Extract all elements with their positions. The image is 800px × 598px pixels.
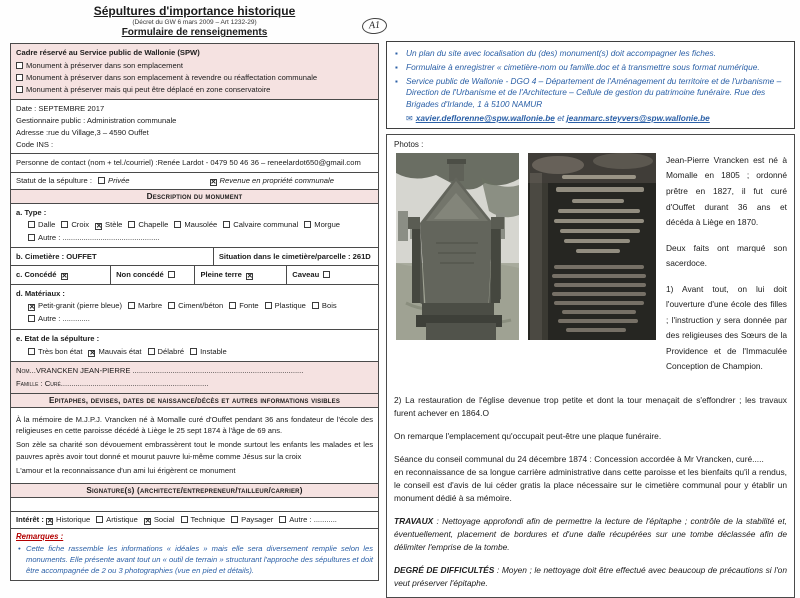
spw-options xyxy=(16,61,373,94)
checkbox-option[interactable] xyxy=(128,220,168,229)
checkbox-option[interactable] xyxy=(28,301,122,310)
checkbox-label: Instable xyxy=(200,346,227,356)
instruction-item: ▪ Formulaire à enregistrer « cimetière-nom ou famille.doc et à transmettre sous format numérique. xyxy=(395,62,786,74)
biography-text xyxy=(666,153,787,385)
checkbox-label: Calvaire communal xyxy=(233,219,299,229)
checkbox-label: Délabré xyxy=(157,346,185,356)
non-concede-label: Non concédé xyxy=(116,270,164,280)
state-label: e. Etat de la sépulture : xyxy=(16,334,100,343)
checkbox-unchecked-icon[interactable] xyxy=(312,302,319,309)
type-row xyxy=(10,203,379,249)
checkbox-option[interactable] xyxy=(16,85,373,94)
checkbox-unchecked-icon[interactable] xyxy=(61,221,68,228)
handwritten-page-mark: A1 xyxy=(361,17,387,35)
checkbox-label: Monument à préserver dans son emplacement à revendre ou réaffectation communale xyxy=(26,73,318,83)
cemetery-row xyxy=(10,247,379,266)
travaux-text: : Nettoyage approfondi afin de permettre la lecture de l'épitaphe ; contrôle de la stabilité et, éventuellement, placement de bordures et d'une dalle récupérées sur une tombe déclassée afin de délimiter l'emprise de la tombe. xyxy=(394,516,787,553)
checkbox-label: Morgue xyxy=(314,219,341,229)
checkbox-label: Mauvais état xyxy=(98,346,142,356)
name-box xyxy=(10,361,379,393)
instructions-list xyxy=(395,48,786,111)
decree-reference: (Décret du GW 6 mars 2009 – Art 1232-29) xyxy=(132,19,257,26)
travaux-paragraph xyxy=(394,515,787,554)
photos-label: Photos : xyxy=(394,139,424,149)
checkbox-label: Plastique xyxy=(274,301,306,311)
document-title: Sépultures d'importance historique xyxy=(93,4,296,18)
checkbox-unchecked-icon[interactable] xyxy=(128,302,135,309)
document-subtitle: Formulaire de renseignements xyxy=(121,27,268,39)
interest-label: Intérêt : xyxy=(16,514,44,524)
pleine-terre-cell[interactable] xyxy=(194,266,286,284)
checkbox-unchecked-icon[interactable] xyxy=(148,348,155,355)
statut-options xyxy=(98,176,340,186)
checkbox-option[interactable] xyxy=(46,515,90,524)
concede-label: c. Concédé xyxy=(16,270,57,280)
section-header-description: Description du monument xyxy=(10,189,379,204)
checkbox-label: Artistique xyxy=(106,514,138,524)
envelope-icon: ✉ xyxy=(406,113,413,123)
checkbox-option[interactable] xyxy=(148,347,185,356)
checkbox-option[interactable] xyxy=(231,515,273,524)
type-options xyxy=(16,219,373,245)
checkbox-label: Marbre xyxy=(138,301,163,311)
email-line xyxy=(395,113,786,123)
checkbox-option[interactable] xyxy=(96,515,138,524)
history-notes xyxy=(394,394,787,590)
checkbox-option[interactable] xyxy=(144,515,175,524)
checkbox-label: Autre : ........... xyxy=(289,514,337,524)
checkbox-unchecked-icon[interactable] xyxy=(16,74,23,81)
checkbox-unchecked-icon[interactable] xyxy=(181,516,188,523)
checkbox-option[interactable] xyxy=(190,347,227,356)
checkbox-option[interactable] xyxy=(312,301,337,310)
checkbox-option[interactable] xyxy=(28,314,90,323)
checkbox-checked-icon[interactable] xyxy=(88,350,95,357)
email-link-deflorenne[interactable]: xavier.deflorenne@spw.wallonie.be xyxy=(415,112,555,123)
email-link-steyvers[interactable]: jeanmarc.steyvers@spw.wallonie.be xyxy=(566,112,710,123)
checkbox-label: Monument à préserver mais qui peut être déplacé en zone conservatoire xyxy=(26,85,271,95)
checkbox-label: Petit-granit (pierre bleue) xyxy=(38,301,122,311)
epitaph-box xyxy=(10,407,379,484)
photo-epitaph-closeup xyxy=(528,153,656,340)
checkbox-unchecked-icon[interactable] xyxy=(28,234,35,241)
checkbox-option[interactable] xyxy=(265,301,306,310)
remarks-title: Remarques : xyxy=(16,531,64,541)
checkbox-option[interactable] xyxy=(210,176,334,186)
photos-row xyxy=(394,153,787,385)
checkbox-checked-icon[interactable] xyxy=(95,223,102,230)
state-row xyxy=(10,329,379,362)
adresse-field[interactable]: Adresse :rue du Village,3 – 4590 Ouffet xyxy=(16,127,149,137)
bio-paragraph: Deux faits ont marqué son sacerdoce. xyxy=(666,242,787,269)
spw-box-title: Cadre réservé au Service public de Wallonie (SPW) xyxy=(16,47,200,57)
checkbox-label: Autre : .............................................. xyxy=(38,232,160,242)
checkbox-option[interactable] xyxy=(128,301,162,310)
instruction-item: ▪ Un plan du site avec localisation du (des) monument(s) doit accompagner les fiches. xyxy=(395,48,786,60)
checkbox-label: Bois xyxy=(321,301,337,311)
non-concede-cell[interactable] xyxy=(110,266,194,284)
checkbox-label: Social xyxy=(153,514,175,524)
bio-paragraph: Jean-Pierre Vrancken est né à Momalle en 1805 ; ordonné prêtre en 1827, il fut curé d'Ouffet durant 36 ans et décéda à Liège en 1870. xyxy=(666,154,787,228)
checkbox-checked-icon[interactable] xyxy=(61,273,68,280)
degre-label: DEGRÉ DE DIFFICULTÉS xyxy=(394,565,495,576)
checkbox-unchecked-icon[interactable] xyxy=(174,221,181,228)
famille-field[interactable]: Famille : Curé...................................................................... xyxy=(16,378,209,388)
degre-paragraph xyxy=(394,564,787,590)
checkbox-option[interactable] xyxy=(168,301,223,310)
checkbox-option[interactable] xyxy=(16,73,373,82)
photos-and-history-box xyxy=(386,134,795,598)
checkbox-option[interactable] xyxy=(28,220,55,229)
statut-box xyxy=(10,172,379,190)
checkbox-label: Fonte xyxy=(239,301,259,311)
checkbox-unchecked-icon[interactable] xyxy=(28,348,35,355)
checkbox-unchecked-icon[interactable] xyxy=(98,177,105,184)
checkbox-unchecked-icon[interactable] xyxy=(323,271,330,278)
checkbox-label: Chapelle xyxy=(138,219,169,229)
checkbox-option[interactable] xyxy=(174,220,217,229)
info-column xyxy=(386,41,795,598)
checkbox-checked-icon[interactable] xyxy=(46,518,53,525)
checkbox-label: Très bon état xyxy=(38,346,83,356)
materials-options xyxy=(16,300,373,326)
caveau-cell[interactable] xyxy=(286,266,378,284)
cemetery-field[interactable]: b. Cimetière : OUFFET xyxy=(16,252,97,262)
checkbox-unchecked-icon[interactable] xyxy=(168,271,175,278)
checkbox-option[interactable] xyxy=(98,176,130,185)
code-ins-field[interactable]: Code INS : xyxy=(16,139,54,149)
travaux-label: TRAVAUX xyxy=(394,516,434,527)
checkbox-option[interactable] xyxy=(279,515,337,524)
photo-stele-front xyxy=(396,153,519,340)
checkbox-option[interactable] xyxy=(88,347,141,356)
instruction-item: ▪ Service public de Wallonie - DGO 4 – Département de l'Aménagement du territoire et de l'urbanisme – Direction de l'Urbanisme et de l'Architecture – Cellule de gestion du patrimoine funéraire. Rue des Brigades d'Irlande, 1 à 5100 NAMUR xyxy=(395,76,786,111)
checkbox-option[interactable] xyxy=(223,220,298,229)
checkbox-label: Autre : ............. xyxy=(38,314,90,324)
pleine-terre-label: Pleine terre xyxy=(200,270,242,280)
bio-paragraph: 1) Avant tout, on lui doit l'ouverture d'une école des filles ; l'instruction y sera donnée par des religieuses des Sœurs de la Providence et de l'Immaculée Conception de Champion. xyxy=(666,283,787,372)
checkbox-option[interactable] xyxy=(304,220,340,229)
epitaph-paragraph: Son zèle sa charité son dévouement embrassèrent tout le monde surtout les enfants les malades et les pauvres après avoir tout donné et mourut pauvre lui-même comme Jésus sur la croix xyxy=(16,440,373,461)
document-header xyxy=(10,4,379,40)
checkbox-option[interactable] xyxy=(61,220,89,229)
signature-empty-box[interactable] xyxy=(10,497,379,512)
checkbox-label: Paysager xyxy=(241,514,274,524)
checkbox-option[interactable] xyxy=(16,61,373,70)
type-label: a. Type : xyxy=(16,207,47,217)
nom-field[interactable]: Nom...VRANCKEN JEAN-PIERRE ................................................................................. xyxy=(16,366,304,376)
contact-box xyxy=(10,153,379,172)
history-paragraph: On remarque l'emplacement qu'occupait peut-être une plaque funéraire. xyxy=(394,431,662,442)
section-header-signature: Signature(s) (architecte/entrepreneur/tailleur/carrier) xyxy=(10,483,379,498)
spw-reserved-box xyxy=(10,43,379,101)
checkbox-label: Historique xyxy=(55,514,91,524)
checkbox-label: Dalle xyxy=(38,219,56,229)
checkbox-label: Revenue en propriété communale xyxy=(219,175,334,185)
checkbox-unchecked-icon[interactable] xyxy=(28,221,35,228)
checkbox-unchecked-icon[interactable] xyxy=(223,221,230,228)
caveau-label: Caveau xyxy=(292,270,320,280)
history-paragraph: en reconnaissance de sa longue carrière administrative dans cette paroisse et les bienfaits qu'il a rendus, le conseil est d'avis de lui céder gratis la place nécessaire sur le cimetière communal pour y établir un monument dédié à sa mémoire. xyxy=(394,467,787,504)
concession-row xyxy=(10,265,379,285)
epitaph-paragraph: À la mémoire de M.J.P.J. Vrancken né à Momalle curé d'Ouffet pendant 36 ans fondateur de l'école des religieuses en cette paroisse décédé à Liège le 25 sept 1874 à l'âge de 69 ans. xyxy=(16,414,373,436)
materials-row xyxy=(10,284,379,330)
checkbox-unchecked-icon[interactable] xyxy=(265,302,272,309)
checkbox-unchecked-icon[interactable] xyxy=(28,315,35,322)
checkbox-option[interactable] xyxy=(229,301,258,310)
checkbox-unchecked-icon[interactable] xyxy=(190,348,197,355)
checkbox-option[interactable] xyxy=(28,233,160,242)
email-separator: et xyxy=(554,112,567,123)
checkbox-unchecked-icon[interactable] xyxy=(96,516,103,523)
checkbox-label: Technique xyxy=(190,514,226,524)
parcel-field[interactable]: Situation dans le cimetière/parcelle : 261D xyxy=(213,248,378,265)
state-options xyxy=(16,345,373,359)
checkbox-label: Mausolée xyxy=(184,219,218,229)
checkbox-unchecked-icon[interactable] xyxy=(16,86,23,93)
interest-options xyxy=(46,515,343,524)
materials-label: d. Matériaux : xyxy=(16,289,65,299)
remarks-box xyxy=(10,528,379,581)
interest-row xyxy=(10,511,379,529)
checkbox-label: Privée xyxy=(108,176,130,186)
statut-label: Statut de la sépulture : xyxy=(16,176,92,186)
date-field[interactable]: Date : SEPTEMBRE 2017 xyxy=(16,104,105,114)
checkbox-unchecked-icon[interactable] xyxy=(231,516,238,523)
history-paragraph: 2) La restauration de l'église devenue trop petite et dont la tour menaçait de s'effondrer ; les travaux furent achever en 1864.O xyxy=(394,395,787,419)
checkbox-checked-icon[interactable] xyxy=(144,518,151,525)
epitaph-paragraph: L'amour et la reconnaissance d'un ami lui érigèrent ce monument xyxy=(16,466,236,476)
gestionnaire-field[interactable]: Gestionnaire public : Administration communale xyxy=(16,116,177,126)
checkbox-option[interactable] xyxy=(95,220,122,229)
checkbox-label: Stèle xyxy=(105,219,123,229)
checkbox-label: Monument à préserver dans son emplacement xyxy=(26,61,184,71)
checkbox-checked-icon[interactable] xyxy=(28,304,35,311)
contact-field[interactable]: Personne de contact (nom + tel./courriel) :Renée Lardot - 0479 50 46 36 – reneelardot650@gmail.com xyxy=(16,158,361,168)
identity-box xyxy=(10,99,379,154)
checkbox-option[interactable] xyxy=(28,347,82,356)
checkbox-checked-icon[interactable] xyxy=(210,179,217,186)
checkbox-unchecked-icon[interactable] xyxy=(16,62,23,69)
instructions-box xyxy=(386,41,795,129)
checkbox-unchecked-icon[interactable] xyxy=(128,221,135,228)
checkbox-unchecked-icon[interactable] xyxy=(168,302,175,309)
form-column xyxy=(10,4,379,581)
checkbox-checked-icon[interactable] xyxy=(246,273,253,280)
checkbox-label: Ciment/béton xyxy=(178,301,224,311)
concede-cell[interactable] xyxy=(11,266,110,284)
degre-text: : Moyen ; le nettoyage doit être effectué avec beaucoup de précautions si l'on veut préserver l'épitaphe. xyxy=(394,565,787,589)
history-paragraph: Séance du conseil communal du 24 décembre 1874 : Concession accordée à Mr Vrancken, curé..... xyxy=(394,454,764,465)
checkbox-unchecked-icon[interactable] xyxy=(229,302,236,309)
checkbox-label: Croix xyxy=(71,219,90,229)
section-header-epitaph: Epitaphes, devises, dates de naissance/décès et autres informations visibles xyxy=(10,393,379,408)
checkbox-unchecked-icon[interactable] xyxy=(279,516,286,523)
checkbox-option[interactable] xyxy=(181,515,226,524)
remarks-bullet: • Cette fiche rassemble les informations « idéales » mais elle sera diversement remplie selon les monuments. Elle présente avant tout un « outil de terrain » structurant l'approche des sépultures et doit être accompagnée de 2 ou 3 photographies (vue en pied et détails). xyxy=(16,543,373,577)
checkbox-unchecked-icon[interactable] xyxy=(304,221,311,228)
